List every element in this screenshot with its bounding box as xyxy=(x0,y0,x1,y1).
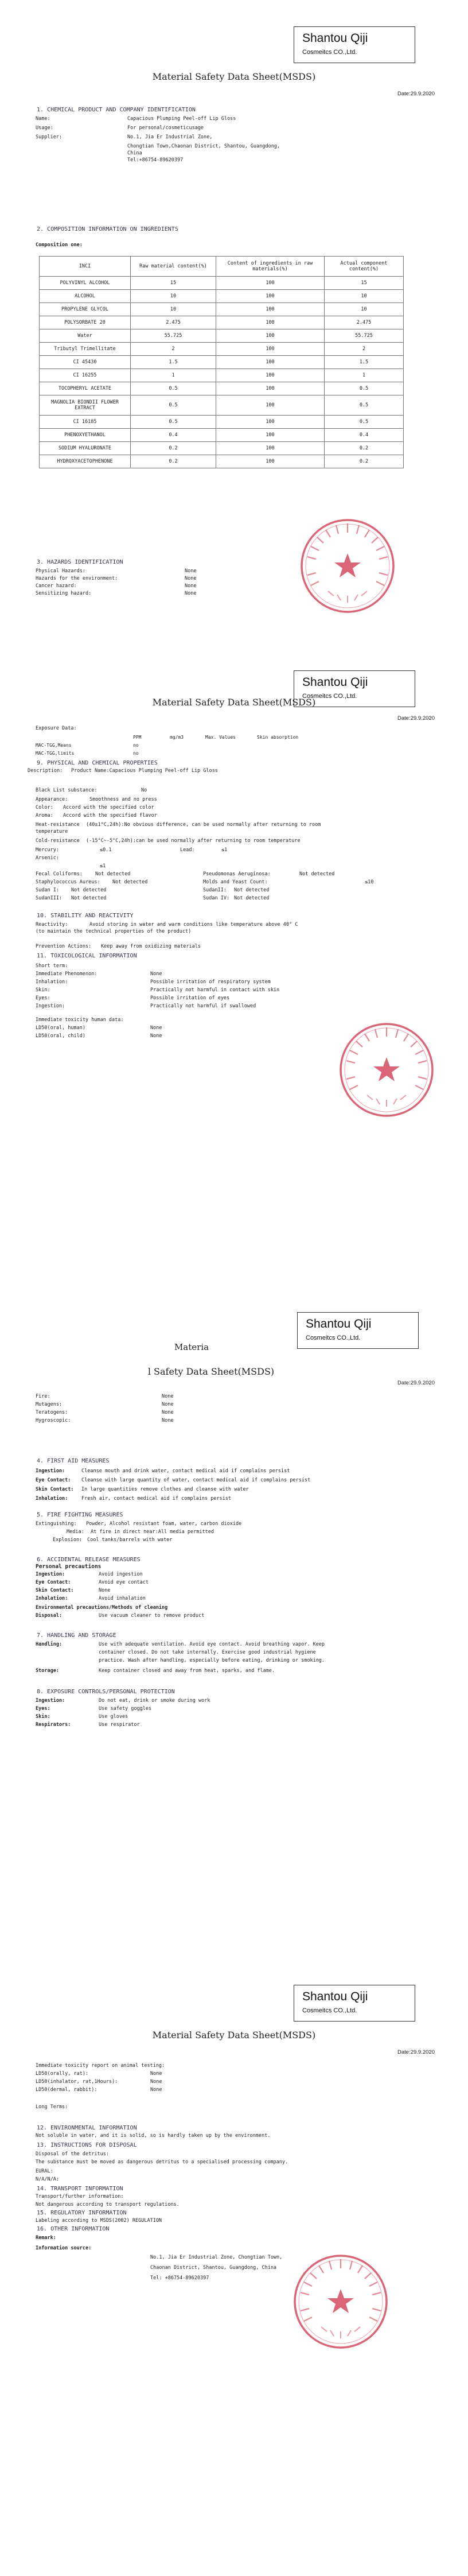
page-1 xyxy=(0,0,468,644)
supplier-line-1: No.1, Jia Er Industrial Zone, xyxy=(127,134,213,140)
heat-resistance-label: Heat-resistance xyxy=(36,822,80,828)
property-value: None xyxy=(162,1418,174,1423)
supplier-line-2: Chongtian Town,Chaonan District, Shantou, Guangdong, xyxy=(127,143,280,149)
table-cell: 100 xyxy=(216,395,325,416)
explosion-label: Explosion: xyxy=(53,1537,83,1543)
toxicology-label: Ingestion: xyxy=(36,1003,65,1009)
section-6-heading: 6. ACCIDENTAL RELEASE MEASURES xyxy=(37,1557,141,1563)
toxicology-value: Possible irritation of eyes xyxy=(150,995,230,1001)
table-row xyxy=(40,429,404,442)
property-label: Mutagens: xyxy=(36,1402,63,1407)
table-row xyxy=(40,416,404,429)
page-3 xyxy=(0,1288,468,1932)
table-cell: POLYVINYL ALCOHOL xyxy=(40,277,131,290)
exposure-control-label: Eyes: xyxy=(36,1706,50,1712)
heat-resistance-value-2: temperature xyxy=(36,829,68,835)
storage-value: Keep container closed and away from heat, sparks, and flame. xyxy=(99,1668,275,1674)
disposal-label: Disposal: xyxy=(36,1613,63,1619)
toxicology-value: Practically not harmful if swallowed xyxy=(150,1003,256,1009)
toxicology-label: Immediate Phenomenon: xyxy=(36,971,98,977)
sudan3-value: Not detected xyxy=(71,895,107,901)
exposure-control-value: Do not eat, drink or smoke during work xyxy=(99,1698,210,1704)
exposure-col-skin: Skin absorption xyxy=(257,735,299,740)
mac-limits-label: MAC-TGG,limits xyxy=(36,751,75,756)
color-label: Color: xyxy=(36,805,53,810)
table-cell: MAGNOLIA BIONDII FLOWER EXTRACT xyxy=(40,395,131,416)
table-cell: SODIUM HYALURONATE xyxy=(40,442,131,455)
toxicology-label: Inhalation: xyxy=(36,979,68,985)
table-row xyxy=(40,382,404,395)
table-cell: PROPYLENE GLYCOL xyxy=(40,303,131,316)
blacklist-label: Black List substance: xyxy=(36,787,98,793)
table-cell: 10 xyxy=(325,290,404,303)
property-label: Hygroscopic: xyxy=(36,1418,71,1423)
property-label: Fire: xyxy=(36,1394,50,1399)
staph-label: Staphylococcus Aureus: xyxy=(36,879,100,885)
document-title-part-1: Materia xyxy=(174,1342,209,1352)
company-subtitle: Cosmeitcs CO.,Ltd. xyxy=(302,2007,357,2014)
animal-ld50-value: None xyxy=(150,2071,162,2077)
table-cell: 10 xyxy=(131,303,216,316)
sudan2-value: Not detected xyxy=(234,887,270,893)
composition-table xyxy=(39,256,404,468)
accidental-release-value: Avoid inhalation xyxy=(99,1596,146,1601)
table-cell: Water xyxy=(40,329,131,343)
first-aid-label: Skin Contact: xyxy=(36,1487,74,1492)
exposure-control-label: Respirators: xyxy=(36,1722,71,1728)
toxicology-value: Practically not harmful in contact with skin xyxy=(150,987,280,993)
table-cell: 0.5 xyxy=(131,382,216,395)
exposure-col-mgm3: mg/m3 xyxy=(170,735,184,740)
animal-ld50-label: LD50(inhalator, rat,1Hours): xyxy=(36,2079,118,2085)
mac-means-value: no xyxy=(133,743,139,748)
pseudomonas-value: Not detected xyxy=(299,871,335,877)
pseudomonas-label: Pseudomonas Aeruginosa: xyxy=(203,871,271,877)
section-3-heading: 3. HAZARDS IDENTIFICATION xyxy=(37,559,123,565)
supplier-label: Supplier: xyxy=(36,134,63,140)
reactivity-label: Reactivity: xyxy=(36,922,68,928)
arsenic-value: ≤1 xyxy=(100,863,106,869)
toxicology-label: Eyes: xyxy=(36,995,50,1001)
table-header-cell: Actual component content(%) xyxy=(325,257,404,277)
table-header-row xyxy=(40,257,404,277)
table-cell: 10 xyxy=(131,290,216,303)
prevention-label: Prevention Actions: xyxy=(36,944,92,949)
table-cell: CI 45430 xyxy=(40,356,131,369)
immediate-human-label: Immediate toxicity human data: xyxy=(36,1017,124,1023)
animal-ld50-value: None xyxy=(150,2079,162,2085)
animal-testing-label: Immediate toxicity report on animal testing: xyxy=(36,2063,165,2069)
toxicology-value: None xyxy=(150,971,162,977)
section-7-heading: 7. HANDLING AND STORAGE xyxy=(37,1632,116,1639)
company-seal-stamp xyxy=(338,1022,435,1118)
sudan1-label: Sudan I: xyxy=(36,887,59,893)
exposure-control-label: Skin: xyxy=(36,1714,50,1720)
document-title-part-2: l Safety Data Sheet(MSDS) xyxy=(147,1366,275,1377)
company-subtitle: Cosmeitcs CO.,Ltd. xyxy=(302,49,357,56)
telephone: Tel: +86754-89620397 xyxy=(150,2275,209,2281)
hazard-label: Physical Hazards: xyxy=(36,568,85,574)
document-date: Date:29.9.2020 xyxy=(397,2049,435,2055)
table-cell: 15 xyxy=(131,277,216,290)
table-cell: 100 xyxy=(216,343,325,356)
description-label: Description: xyxy=(28,768,63,774)
company-name: Shantou Qiji xyxy=(306,1317,372,1330)
aroma-value: Accord with the specified flavor xyxy=(63,813,157,818)
table-cell: 2 xyxy=(131,343,216,356)
transport-info-value: Not dangerous according to transport regulations. xyxy=(36,2202,180,2208)
hazard-value: None xyxy=(185,576,197,581)
exposure-control-label: Ingestion: xyxy=(36,1698,65,1704)
document-title: Material Safety Data Sheet(MSDS) xyxy=(152,697,316,708)
toxicology-label: Skin: xyxy=(36,987,50,993)
blacklist-value: No xyxy=(141,787,147,793)
company-subtitle: Cosmeitcs CO.,Ltd. xyxy=(302,693,357,700)
page-2 xyxy=(0,644,468,1288)
table-cell: 100 xyxy=(216,329,325,343)
exposure-col-ppm: PPM xyxy=(133,735,142,740)
ld50-oral-child-value: None xyxy=(150,1033,162,1039)
fecal-label: Fecal Coliforms: xyxy=(36,871,83,877)
first-aid-value: Cleanse with large quantity of water, contact medical aid if complains persist xyxy=(81,1477,311,1483)
hazard-label: Hazards for the environment: xyxy=(36,576,118,581)
table-cell: 0.2 xyxy=(325,442,404,455)
table-cell: 0.2 xyxy=(131,455,216,468)
company-logo-box xyxy=(294,26,415,63)
exposure-control-value: Use respirator xyxy=(99,1722,140,1728)
table-row xyxy=(40,455,404,468)
table-cell: 0.2 xyxy=(325,455,404,468)
accidental-release-label: Ingestion: xyxy=(36,1572,65,1577)
property-value: None xyxy=(162,1402,174,1407)
company-seal-stamp xyxy=(292,2253,389,2350)
disposal-value: Use vacuum cleaner to remove product xyxy=(99,1613,205,1619)
section-12-heading: 12. ENVIRONMENTAL INFORMATION xyxy=(37,2125,137,2131)
hazard-value: None xyxy=(185,591,197,596)
fecal-value: Not detected xyxy=(95,871,131,877)
hazard-value: None xyxy=(185,583,197,589)
heat-resistance-value: (40±1°C,24h):No obvious difference, can be used normally after returning to room xyxy=(86,822,321,828)
company-name: Shantou Qiji xyxy=(302,1990,368,2003)
reactivity-value: Avoid storing in water and warm conditions like temperature above 40° C xyxy=(89,922,298,928)
table-row xyxy=(40,303,404,316)
table-cell: POLYSORBATE 20 xyxy=(40,316,131,329)
molds-label: Molds and Yeast Count: xyxy=(203,879,268,885)
table-cell: CI 16185 xyxy=(40,416,131,429)
table-row xyxy=(40,343,404,356)
sudan4-label: Sudan IV: xyxy=(203,895,230,901)
section-14-heading: 14. TRANSPORT INFORMATION xyxy=(37,2186,123,2192)
document-date: Date:29.9.2020 xyxy=(397,91,435,97)
arsenic-label: Arsenic: xyxy=(36,855,59,861)
accidental-release-value: Avoid eye contact xyxy=(99,1580,149,1585)
cold-resistance-value: (-15°C~-5°C,24h):can be used normally after returning to room temperature xyxy=(86,838,301,844)
table-cell: 1.5 xyxy=(325,356,404,369)
hazard-value: None xyxy=(185,568,197,574)
table-row xyxy=(40,395,404,416)
disposal-detritus-value: The substance must be moved as dangerous detritus to a specialised processing company. xyxy=(36,2159,288,2165)
company-subtitle: Cosmeitcs CO.,Ltd. xyxy=(306,1334,361,1341)
animal-ld50-label: LD50(orally, rat): xyxy=(36,2071,89,2077)
table-cell: 100 xyxy=(216,455,325,468)
reactivity-value-2: (to maintain the technical properties of the product) xyxy=(36,929,192,934)
company-seal-stamp xyxy=(299,518,396,614)
accidental-release-label: Inhalation: xyxy=(36,1596,68,1601)
document-date: Date:29.9.2020 xyxy=(397,1380,435,1386)
supplier-line-3: China xyxy=(127,150,142,156)
table-cell: 100 xyxy=(216,303,325,316)
table-row xyxy=(40,369,404,382)
company-name: Shantou Qiji xyxy=(302,32,368,45)
ld50-oral-human-value: None xyxy=(150,1025,162,1031)
accidental-release-label: Eye Contact: xyxy=(36,1580,71,1585)
table-cell: CI 16255 xyxy=(40,369,131,382)
section-2-heading: 2. COMPOSITION INFORMATION ON INGREDIENTS xyxy=(37,226,178,232)
first-aid-label: Eye Contact: xyxy=(36,1477,71,1483)
accidental-release-label: Skin Contact: xyxy=(36,1588,74,1593)
table-header-cell: Raw material content(%) xyxy=(131,257,216,277)
company-name: Shantou Qiji xyxy=(302,676,368,689)
table-cell: 10 xyxy=(325,303,404,316)
animal-ld50-label: LD50(dermal, rabbit): xyxy=(36,2087,98,2093)
molds-value: ≤10 xyxy=(365,879,374,885)
table-cell: 100 xyxy=(216,316,325,329)
table-cell: 0.2 xyxy=(131,442,216,455)
environmental-precautions-heading: Environmental precautions/Methods of cleaning xyxy=(36,1605,168,1611)
handling-value-2: container closed. Do not take internally. Exercise good industrial hygiene xyxy=(99,1650,316,1655)
property-value: None xyxy=(162,1394,174,1399)
section-10-heading: 10. STABILITY AND REACTIVITY xyxy=(37,913,134,919)
table-row xyxy=(40,329,404,343)
table-cell: 0.5 xyxy=(131,395,216,416)
handling-value-1: Use with adequate ventilation. Avoid eye contact. Avoid breathing vapor. Keep xyxy=(99,1642,325,1647)
toxicology-value: Possible irritation of respiratory system xyxy=(150,979,271,985)
document-date: Date:29.9.2020 xyxy=(397,715,435,721)
table-cell: Tributyl Trimellitate xyxy=(40,343,131,356)
hazard-label: Cancer hazard: xyxy=(36,583,77,589)
remark-label: Remark: xyxy=(36,2235,56,2241)
table-cell: 15 xyxy=(325,277,404,290)
sudan3-label: SudanIII: xyxy=(36,895,63,901)
table-cell: 1.5 xyxy=(131,356,216,369)
section-11-heading: 11. TOXICOLOGICAL INFORMATION xyxy=(37,953,137,959)
sudan4-value: Not detected xyxy=(234,895,270,901)
storage-label: Storage: xyxy=(36,1668,59,1674)
mercury-label: Mercury: xyxy=(36,847,59,853)
first-aid-value: Fresh air, contact medical aid if complains persist xyxy=(81,1496,231,1502)
accidental-release-value: None xyxy=(99,1588,111,1593)
table-cell: 100 xyxy=(216,290,325,303)
animal-ld50-value: None xyxy=(150,2087,162,2093)
aroma-label: Aroma: xyxy=(36,813,53,818)
section-15-heading: 15. REGULATORY INFORMATION xyxy=(37,2210,127,2216)
table-cell: 100 xyxy=(216,429,325,442)
document-title: Material Safety Data Sheet(MSDS) xyxy=(152,71,316,82)
table-cell: 0.5 xyxy=(131,416,216,429)
description-value: Product Name:Capacious Plumping Peel-off Lip Gloss xyxy=(71,768,218,774)
first-aid-label: Ingestion: xyxy=(36,1468,65,1474)
section-9-heading: 9. PHYSICAL AND CHEMICAL PROPERTIES xyxy=(37,760,158,766)
personal-precautions-heading: Personal precautions xyxy=(36,1564,102,1570)
table-cell: 1 xyxy=(325,369,404,382)
table-row xyxy=(40,290,404,303)
long-terms-label: Long Terms: xyxy=(36,2104,68,2110)
cold-resistance-label: Cold-resistance xyxy=(36,838,80,844)
table-cell: 55.725 xyxy=(325,329,404,343)
section-4-heading: 4. FIRST AID MEASURES xyxy=(37,1458,110,1464)
table-cell: 100 xyxy=(216,369,325,382)
ld50-oral-child-label: LD50(oral, child) xyxy=(36,1033,85,1039)
address-line-1: No.1, Jia Er Industrial Zone, Chongtian Town, xyxy=(150,2255,283,2260)
environmental-info-value: Not soluble in water, and it is solid, so is hardly taken up by the environment. xyxy=(36,2133,271,2139)
information-source-label: Information source: xyxy=(36,2245,92,2251)
regulatory-info-value: Labeling according to MSDS(2002) REGULATION xyxy=(36,2218,162,2224)
table-cell: 2.475 xyxy=(131,316,216,329)
property-label: Teratogens: xyxy=(36,1410,68,1415)
table-row xyxy=(40,277,404,290)
hazard-label: Sensitizing hazard: xyxy=(36,591,92,596)
table-cell: 100 xyxy=(216,416,325,429)
table-cell: 0.4 xyxy=(325,429,404,442)
table-cell: 0.4 xyxy=(131,429,216,442)
lead-value: ≤1 xyxy=(221,847,228,853)
table-row xyxy=(40,442,404,455)
table-cell: 0.5 xyxy=(325,382,404,395)
name-label: Name: xyxy=(36,116,50,122)
exposure-col-max: Max. Values xyxy=(205,735,236,740)
short-term-label: Short term: xyxy=(36,963,68,969)
media-value: At fire in direct near:All media permitted xyxy=(91,1529,214,1535)
table-cell: HYDROXYACETOPHENONE xyxy=(40,455,131,468)
exposure-control-value: Use gloves xyxy=(99,1714,128,1720)
composition-label: Composition one: xyxy=(36,242,83,248)
staph-value: Not detected xyxy=(112,879,148,885)
eural-label: EURAL: xyxy=(36,2168,53,2174)
table-header-cell: Content of ingredients in raw materials(%) xyxy=(216,257,325,277)
section-5-heading: 5. FIRE FIGHTING MEASURES xyxy=(37,1512,123,1518)
lead-label: Lead: xyxy=(180,847,195,853)
na-label: N/A/N/A: xyxy=(36,2177,59,2182)
address-line-2: Chaonan District, Shantou, Guangdong, China xyxy=(150,2265,277,2271)
media-label: Media: xyxy=(67,1529,84,1535)
table-cell: 100 xyxy=(216,382,325,395)
section-13-heading: 13. INSTRUCTIONS FOR DISPOSAL xyxy=(37,2142,137,2148)
table-header-cell: INCI xyxy=(40,257,131,277)
first-aid-value: Cleanse mouth and drink water, contact medical aid if complains persist xyxy=(81,1468,290,1474)
table-cell: 55.725 xyxy=(131,329,216,343)
accidental-release-value: Avoid ingestion xyxy=(99,1572,143,1577)
company-logo-box xyxy=(294,1985,415,2022)
exposure-control-value: Use safety goggles xyxy=(99,1706,152,1712)
table-row xyxy=(40,316,404,329)
section-16-heading: 16. OTHER INFORMATION xyxy=(37,2226,110,2232)
explosion-value: Cool tanks/barrels with water xyxy=(87,1537,173,1543)
color-value: Accord with the specified color xyxy=(63,805,154,810)
table-cell: 2.475 xyxy=(325,316,404,329)
exposure-data-label: Exposure Data: xyxy=(36,726,77,731)
mercury-value: ≤0.1 xyxy=(100,847,112,853)
handling-value-3: practice. Wash after handling, especially before eating, drinking or smoking. xyxy=(99,1658,325,1663)
appearance-value: Smoothness and no press xyxy=(89,797,157,802)
sudan2-label: SudanII: xyxy=(203,887,227,893)
usage-label: Usage: xyxy=(36,125,53,131)
page-4 xyxy=(0,1932,468,2576)
property-value: None xyxy=(162,1410,174,1415)
mac-limits-value: no xyxy=(133,751,139,756)
supplier-line-4: Tel:+86754-89620397 xyxy=(127,157,184,163)
name-value: Capacious Plumping Peel-off Lip Gloss xyxy=(127,116,236,122)
transport-info-label: Transport/further information: xyxy=(36,2194,124,2199)
prevention-value: Keep away from oxidizing materials xyxy=(101,944,201,949)
handling-label: Handling: xyxy=(36,1642,63,1647)
table-row xyxy=(40,356,404,369)
extinguishing-label: Extinguishing: xyxy=(36,1521,77,1527)
appearance-label: Appearance: xyxy=(36,797,68,802)
mac-means-label: MAC-TGG,Means xyxy=(36,743,72,748)
table-cell: 100 xyxy=(216,356,325,369)
table-cell: 100 xyxy=(216,442,325,455)
table-cell: ALCOHOL xyxy=(40,290,131,303)
table-cell: 2 xyxy=(325,343,404,356)
table-cell: PHENOXYETHANOL xyxy=(40,429,131,442)
table-cell: 100 xyxy=(216,277,325,290)
disposal-detritus-label: Disposal of the detritus: xyxy=(36,2151,109,2157)
usage-value: For personal/cosmeticusage xyxy=(127,125,204,131)
table-cell: TOCOPHERYL ACETATE xyxy=(40,382,131,395)
section-8-heading: 8. EXPOSURE CONTROLS/PERSONAL PROTECTION xyxy=(37,1689,175,1695)
section-1-heading: 1. CHEMICAL PRODUCT AND COMPANY IDENTIFICATION xyxy=(37,107,196,113)
first-aid-value: In large quantities remove clothes and cleanse with water xyxy=(81,1487,249,1492)
table-cell: 1 xyxy=(131,369,216,382)
sudan1-value: Not detected xyxy=(71,887,107,893)
extinguishing-value: Powder, Alcohol resistant foam, water, carbon dioxide xyxy=(86,1521,242,1527)
table-cell: 0.5 xyxy=(325,416,404,429)
first-aid-label: Inhalation: xyxy=(36,1496,68,1502)
document-title: Material Safety Data Sheet(MSDS) xyxy=(152,2030,316,2040)
table-cell: 0.5 xyxy=(325,395,404,416)
ld50-oral-human-label: LD50(oral, human) xyxy=(36,1025,85,1031)
